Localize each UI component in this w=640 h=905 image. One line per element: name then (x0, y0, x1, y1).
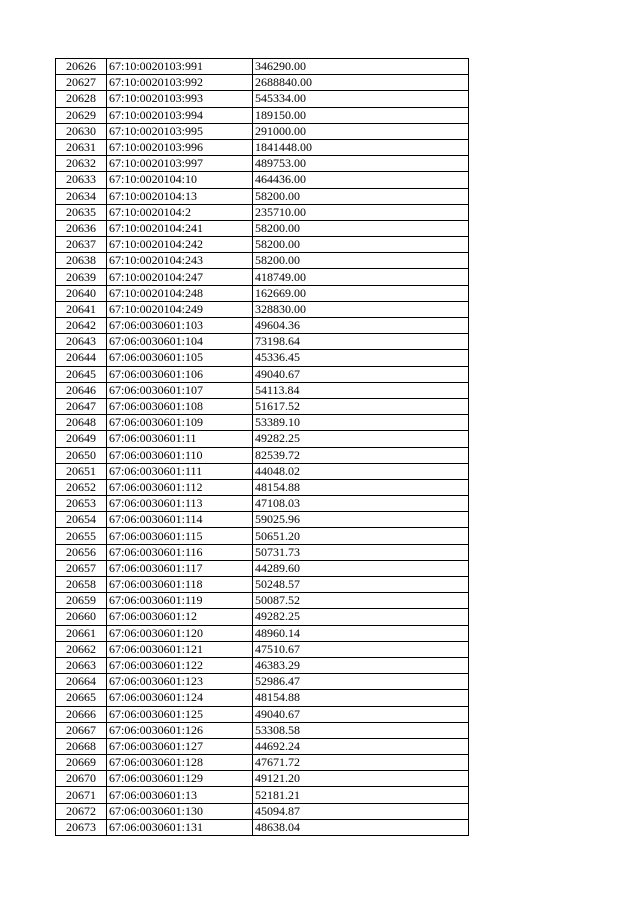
cadastral-value-cell: 464436.00 (253, 172, 469, 188)
cadastral-value-cell: 52181.21 (253, 787, 469, 803)
table-row (56, 398, 469, 414)
table-row (56, 334, 469, 350)
table-row (56, 560, 469, 576)
cadastral-number-cell: 67:10:0020104:249 (107, 301, 253, 317)
cadastral-number-cell: 67:06:0030601:113 (107, 496, 253, 512)
cadastral-number-cell: 67:06:0030601:12 (107, 609, 253, 625)
cadastral-number-cell: 67:06:0030601:114 (107, 512, 253, 528)
cadastral-number-cell: 67:06:0030601:115 (107, 528, 253, 544)
row-number-cell: 20658 (56, 577, 107, 593)
cadastral-number-cell: 67:06:0030601:117 (107, 560, 253, 576)
cadastral-number-cell: 67:10:0020104:2 (107, 204, 253, 220)
cadastral-value-cell: 162669.00 (253, 285, 469, 301)
row-number-cell: 20626 (56, 59, 107, 75)
cadastral-value-cell: 49040.67 (253, 366, 469, 382)
table-body (56, 59, 469, 836)
table-row (56, 690, 469, 706)
cadastral-number-cell: 67:10:0020103:992 (107, 75, 253, 91)
cadastral-number-cell: 67:10:0020104:243 (107, 253, 253, 269)
cadastral-number-cell: 67:06:0030601:130 (107, 803, 253, 819)
table-row (56, 431, 469, 447)
table-row (56, 172, 469, 188)
row-number-cell: 20671 (56, 787, 107, 803)
table-row (56, 204, 469, 220)
table-row (56, 156, 469, 172)
cadastral-value-cell: 53308.58 (253, 722, 469, 738)
row-number-cell: 20631 (56, 139, 107, 155)
table-row (56, 318, 469, 334)
cadastral-number-cell: 67:06:0030601:123 (107, 674, 253, 690)
row-number-cell: 20672 (56, 803, 107, 819)
table-row (56, 59, 469, 75)
row-number-cell: 20655 (56, 528, 107, 544)
cadastral-value-cell: 44289.60 (253, 560, 469, 576)
table-row (56, 787, 469, 803)
cadastral-value-cell: 189150.00 (253, 107, 469, 123)
cadastral-number-cell: 67:06:0030601:124 (107, 690, 253, 706)
row-number-cell: 20642 (56, 318, 107, 334)
row-number-cell: 20627 (56, 75, 107, 91)
row-number-cell: 20659 (56, 593, 107, 609)
cadastral-value-cell: 489753.00 (253, 156, 469, 172)
row-number-cell: 20641 (56, 301, 107, 317)
row-number-cell: 20670 (56, 771, 107, 787)
cadastral-value-cell: 44048.02 (253, 463, 469, 479)
cadastral-value-cell: 49282.25 (253, 431, 469, 447)
cadastral-value-cell: 50248.57 (253, 577, 469, 593)
cadastral-number-cell: 67:06:0030601:108 (107, 398, 253, 414)
row-number-cell: 20632 (56, 156, 107, 172)
cadastral-number-cell: 67:10:0020104:10 (107, 172, 253, 188)
cadastral-value-cell: 45094.87 (253, 803, 469, 819)
cadastral-value-cell: 58200.00 (253, 188, 469, 204)
table-row (56, 253, 469, 269)
table-row (56, 188, 469, 204)
cadastral-value-cell: 45336.45 (253, 350, 469, 366)
table-row (56, 285, 469, 301)
cadastral-value-cell: 50651.20 (253, 528, 469, 544)
row-number-cell: 20648 (56, 415, 107, 431)
cadastral-number-cell: 67:10:0020104:248 (107, 285, 253, 301)
table-row (56, 674, 469, 690)
table-row (56, 593, 469, 609)
cadastral-number-cell: 67:10:0020103:997 (107, 156, 253, 172)
cadastral-number-cell: 67:06:0030601:126 (107, 722, 253, 738)
cadastral-value-cell: 50731.73 (253, 544, 469, 560)
row-number-cell: 20643 (56, 334, 107, 350)
table-row (56, 496, 469, 512)
table-row (56, 301, 469, 317)
row-number-cell: 20673 (56, 819, 107, 835)
row-number-cell: 20667 (56, 722, 107, 738)
cadastral-number-cell: 67:06:0030601:110 (107, 447, 253, 463)
cadastral-number-cell: 67:10:0020104:241 (107, 220, 253, 236)
cadastral-number-cell: 67:06:0030601:11 (107, 431, 253, 447)
table-row (56, 544, 469, 560)
row-number-cell: 20634 (56, 188, 107, 204)
table-row (56, 91, 469, 107)
table-row (56, 755, 469, 771)
cadastral-value-cell: 235710.00 (253, 204, 469, 220)
cadastral-value-cell: 2688840.00 (253, 75, 469, 91)
cadastral-number-cell: 67:10:0020104:242 (107, 237, 253, 253)
row-number-cell: 20652 (56, 479, 107, 495)
cadastral-value-cell: 328830.00 (253, 301, 469, 317)
row-number-cell: 20660 (56, 609, 107, 625)
cadastral-number-cell: 67:06:0030601:129 (107, 771, 253, 787)
row-number-cell: 20656 (56, 544, 107, 560)
cadastral-value-cell: 54113.84 (253, 382, 469, 398)
table-row (56, 269, 469, 285)
cadastral-number-cell: 67:06:0030601:112 (107, 479, 253, 495)
cadastral-number-cell: 67:06:0030601:128 (107, 755, 253, 771)
row-number-cell: 20629 (56, 107, 107, 123)
row-number-cell: 20644 (56, 350, 107, 366)
cadastral-number-cell: 67:06:0030601:109 (107, 415, 253, 431)
table-row (56, 107, 469, 123)
table-row (56, 382, 469, 398)
row-number-cell: 20650 (56, 447, 107, 463)
row-number-cell: 20653 (56, 496, 107, 512)
table-row (56, 641, 469, 657)
table-row (56, 609, 469, 625)
cadastral-value-cell: 545334.00 (253, 91, 469, 107)
row-number-cell: 20657 (56, 560, 107, 576)
cadastral-value-cell: 48960.14 (253, 625, 469, 641)
cadastral-value-cell: 49121.20 (253, 771, 469, 787)
cadastral-number-cell: 67:10:0020103:995 (107, 123, 253, 139)
table-row (56, 738, 469, 754)
cadastral-value-cell: 51617.52 (253, 398, 469, 414)
cadastral-number-cell: 67:10:0020103:993 (107, 91, 253, 107)
cadastral-value-cell: 47108.03 (253, 496, 469, 512)
row-number-cell: 20662 (56, 641, 107, 657)
cadastral-value-cell: 82539.72 (253, 447, 469, 463)
cadastral-value-cell: 44692.24 (253, 738, 469, 754)
cadastral-value-cell: 1841448.00 (253, 139, 469, 155)
row-number-cell: 20639 (56, 269, 107, 285)
cadastral-number-cell: 67:10:0020103:991 (107, 59, 253, 75)
table-row (56, 447, 469, 463)
cadastral-number-cell: 67:06:0030601:121 (107, 641, 253, 657)
cadastral-value-cell: 346290.00 (253, 59, 469, 75)
cadastral-value-cell: 46383.29 (253, 657, 469, 673)
row-number-cell: 20637 (56, 237, 107, 253)
row-number-cell: 20664 (56, 674, 107, 690)
table-row (56, 75, 469, 91)
row-number-cell: 20663 (56, 657, 107, 673)
cadastral-number-cell: 67:06:0030601:13 (107, 787, 253, 803)
table-row (56, 771, 469, 787)
cadastral-number-cell: 67:06:0030601:119 (107, 593, 253, 609)
row-number-cell: 20635 (56, 204, 107, 220)
cadastral-value-cell: 47671.72 (253, 755, 469, 771)
cadastral-value-cell: 59025.96 (253, 512, 469, 528)
table-row (56, 415, 469, 431)
cadastral-value-cell: 48154.88 (253, 479, 469, 495)
cadastral-number-cell: 67:06:0030601:111 (107, 463, 253, 479)
row-number-cell: 20630 (56, 123, 107, 139)
table-row (56, 819, 469, 835)
cadastral-value-cell: 58200.00 (253, 237, 469, 253)
row-number-cell: 20647 (56, 398, 107, 414)
cadastral-value-cell: 48638.04 (253, 819, 469, 835)
row-number-cell: 20668 (56, 738, 107, 754)
cadastral-number-cell: 67:06:0030601:104 (107, 334, 253, 350)
cadastral-value-cell: 49604.36 (253, 318, 469, 334)
cadastral-number-cell: 67:06:0030601:106 (107, 366, 253, 382)
cadastral-value-cell: 48154.88 (253, 690, 469, 706)
cadastral-value-cell: 291000.00 (253, 123, 469, 139)
table-row (56, 139, 469, 155)
cadastral-value-table (55, 58, 469, 836)
row-number-cell: 20646 (56, 382, 107, 398)
cadastral-number-cell: 67:10:0020103:996 (107, 139, 253, 155)
cadastral-number-cell: 67:06:0030601:127 (107, 738, 253, 754)
cadastral-number-cell: 67:06:0030601:107 (107, 382, 253, 398)
cadastral-value-cell: 49282.25 (253, 609, 469, 625)
cadastral-value-cell: 53389.10 (253, 415, 469, 431)
table-row (56, 528, 469, 544)
table-row (56, 220, 469, 236)
cadastral-value-cell: 58200.00 (253, 220, 469, 236)
table-row (56, 350, 469, 366)
row-number-cell: 20661 (56, 625, 107, 641)
row-number-cell: 20666 (56, 706, 107, 722)
cadastral-number-cell: 67:06:0030601:116 (107, 544, 253, 560)
cadastral-number-cell: 67:06:0030601:125 (107, 706, 253, 722)
table-row (56, 722, 469, 738)
table-row (56, 625, 469, 641)
cadastral-number-cell: 67:06:0030601:105 (107, 350, 253, 366)
row-number-cell: 20645 (56, 366, 107, 382)
table-row (56, 577, 469, 593)
row-number-cell: 20651 (56, 463, 107, 479)
cadastral-value-cell: 49040.67 (253, 706, 469, 722)
cadastral-value-cell: 73198.64 (253, 334, 469, 350)
cadastral-number-cell: 67:10:0020104:247 (107, 269, 253, 285)
row-number-cell: 20633 (56, 172, 107, 188)
table-row (56, 803, 469, 819)
cadastral-value-cell: 50087.52 (253, 593, 469, 609)
table-row (56, 479, 469, 495)
cadastral-number-cell: 67:06:0030601:103 (107, 318, 253, 334)
cadastral-value-cell: 418749.00 (253, 269, 469, 285)
table-row (56, 463, 469, 479)
cadastral-value-cell: 58200.00 (253, 253, 469, 269)
table-row (56, 237, 469, 253)
cadastral-value-cell: 52986.47 (253, 674, 469, 690)
cadastral-number-cell: 67:06:0030601:118 (107, 577, 253, 593)
cadastral-number-cell: 67:06:0030601:131 (107, 819, 253, 835)
row-number-cell: 20649 (56, 431, 107, 447)
row-number-cell: 20669 (56, 755, 107, 771)
table-row (56, 706, 469, 722)
row-number-cell: 20665 (56, 690, 107, 706)
table-row (56, 123, 469, 139)
row-number-cell: 20654 (56, 512, 107, 528)
row-number-cell: 20640 (56, 285, 107, 301)
table-row (56, 657, 469, 673)
cadastral-number-cell: 67:10:0020104:13 (107, 188, 253, 204)
row-number-cell: 20636 (56, 220, 107, 236)
table-row (56, 512, 469, 528)
row-number-cell: 20628 (56, 91, 107, 107)
cadastral-number-cell: 67:06:0030601:120 (107, 625, 253, 641)
row-number-cell: 20638 (56, 253, 107, 269)
cadastral-number-cell: 67:06:0030601:122 (107, 657, 253, 673)
cadastral-value-cell: 47510.67 (253, 641, 469, 657)
table-row (56, 366, 469, 382)
cadastral-number-cell: 67:10:0020103:994 (107, 107, 253, 123)
